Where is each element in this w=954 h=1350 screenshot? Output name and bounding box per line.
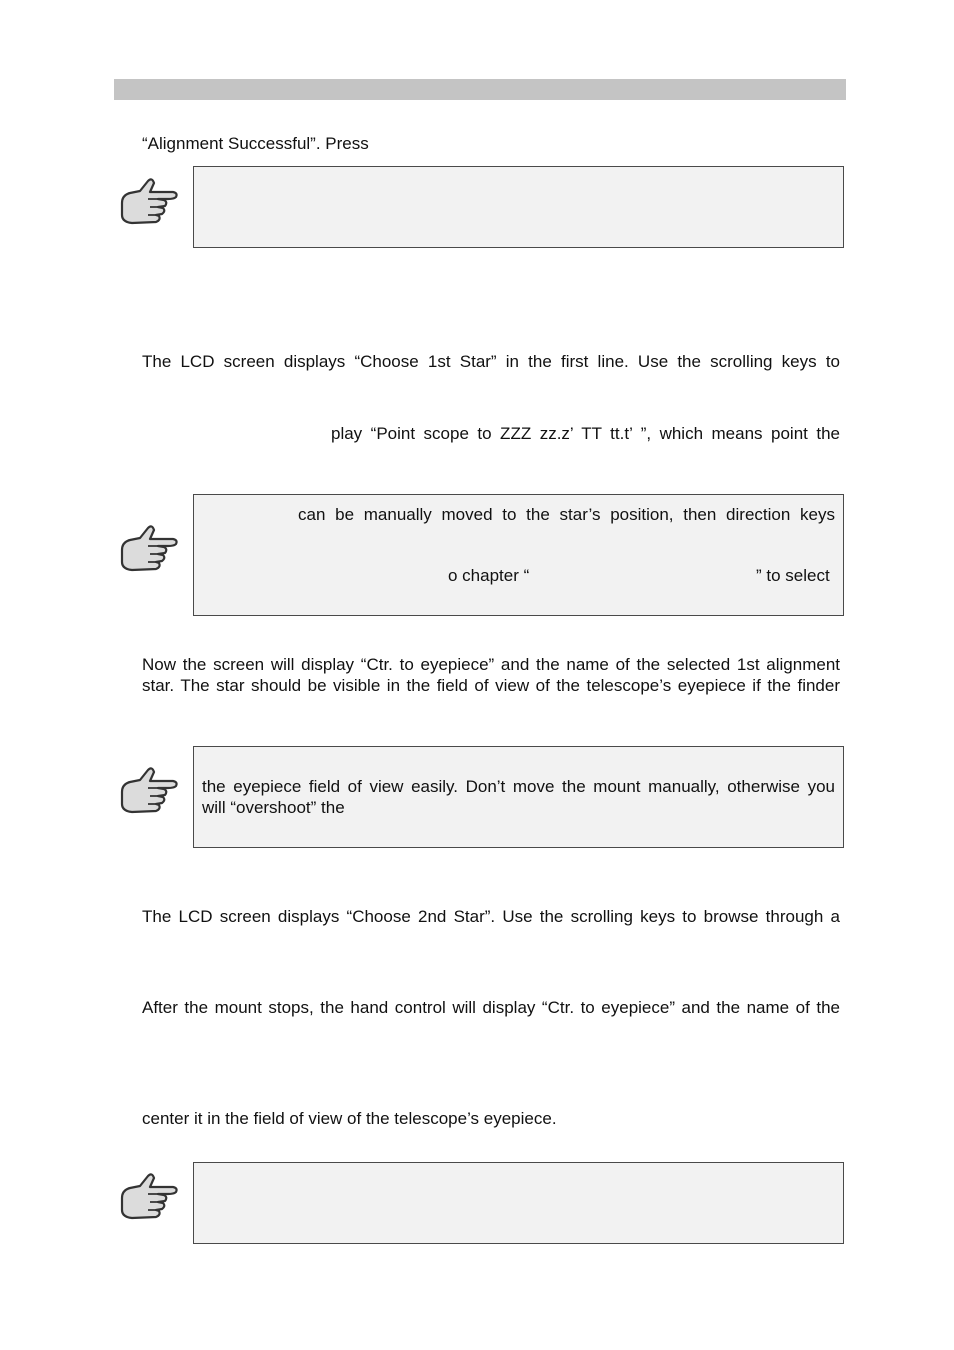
- pointing-hand-icon: [118, 177, 180, 229]
- paragraph-line: Now the screen will display “Ctr. to eyepiece” and the name of the selected 1st alignment: [142, 655, 840, 674]
- pointing-hand-icon: [118, 524, 180, 576]
- note-text: can be manually moved to the star’s position, then direction keys: [298, 505, 835, 524]
- header-bar: [114, 79, 846, 100]
- note-text: the eyepiece field of view easily. Don’t move the mount manually, otherwise you: [202, 777, 835, 796]
- note-box: [193, 746, 844, 848]
- pointing-hand-icon: [118, 1172, 180, 1224]
- note-box: [193, 166, 844, 248]
- paragraph-line: star. The star should be visible in the field of view of the telescope’s eyepiece if the finder: [142, 676, 840, 695]
- pointing-hand-icon: [118, 766, 180, 818]
- note-text: o chapter “: [448, 566, 530, 585]
- paragraph-line: The LCD screen displays “Choose 1st Star” in the first line. Use the scrolling keys to: [142, 352, 840, 371]
- paragraph-line: “Alignment Successful”. Press: [142, 134, 369, 153]
- paragraph-line: After the mount stops, the hand control will display “Ctr. to eyepiece” and the name of the: [142, 998, 840, 1017]
- paragraph-line: play “Point scope to ZZZ zz.z’ TT tt.t’ ”, which means point the: [331, 424, 840, 443]
- paragraph-line: center it in the field of view of the telescope’s eyepiece.: [142, 1109, 557, 1128]
- note-text: ” to select: [756, 566, 830, 585]
- paragraph-line: The LCD screen displays “Choose 2nd Star”. Use the scrolling keys to browse through a: [142, 907, 840, 926]
- note-box: [193, 1162, 844, 1244]
- note-box: [193, 494, 844, 616]
- note-text: will “overshoot” the: [202, 798, 345, 817]
